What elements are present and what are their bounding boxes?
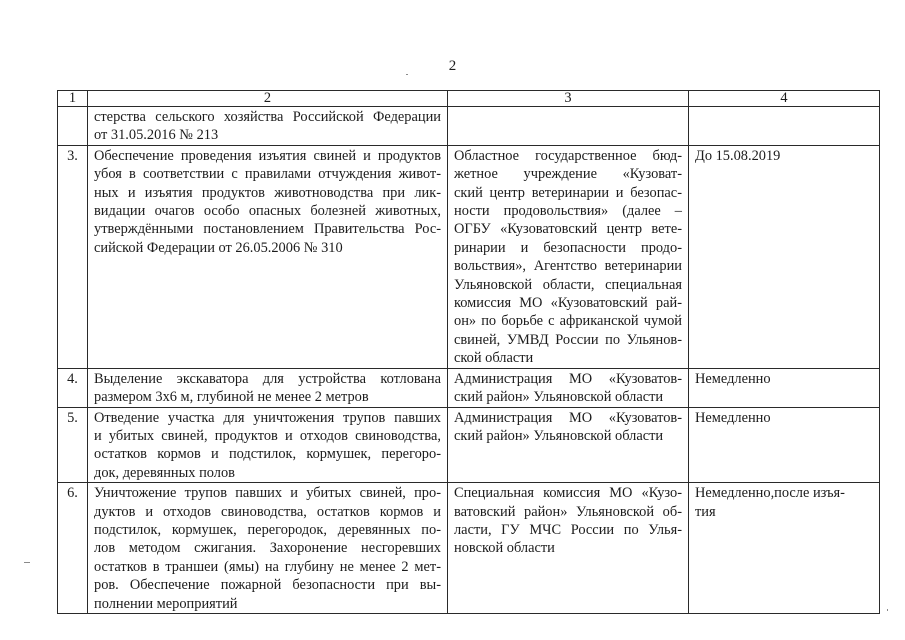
cell-line: свиней, УМВД России по Ульянов- — [454, 331, 682, 348]
cell-line: ности продовольствия» (далее – — [454, 203, 682, 220]
cell-line: ский центр ветеринарии и безопас- — [454, 184, 682, 201]
responsible-cell — [448, 107, 689, 146]
header-cell-2: 2 — [88, 91, 448, 107]
row-number: 6. — [58, 483, 88, 614]
page-number: 2 — [448, 58, 457, 74]
responsible-cell — [448, 483, 689, 614]
deadline-cell — [689, 407, 880, 483]
row-number: 3. — [58, 145, 88, 368]
responsible-cell — [448, 368, 689, 407]
cell-line: видации очагов особо опасных болезней животных, — [94, 203, 441, 220]
cell-line: Отведение участка для уничтожения трупов павших — [94, 409, 441, 426]
deadline-cell — [689, 483, 880, 614]
cell-line: комиссия МО «Кузоватовский рай- — [454, 295, 682, 312]
cell-line: дуктов и отходов свиноводства, остатков кормов и — [94, 503, 441, 520]
cell-line: подстилок, кормушек, перегородок, деревянных по- — [94, 521, 441, 538]
cell-line: Областное государственное бюд- — [454, 147, 682, 164]
row-number: 5. — [58, 407, 88, 483]
cell-line: от 31.05.2016 № 213 — [94, 127, 219, 144]
cell-line: новской области — [454, 540, 555, 557]
cell-line: ров. Обеспечение пожарной безопасности при вы- — [94, 577, 441, 594]
deadline-cell — [689, 368, 880, 407]
responsible-cell — [448, 407, 689, 483]
scan-mark — [887, 609, 888, 611]
table-row — [58, 145, 880, 368]
cell-line: Немедленно — [695, 370, 771, 387]
cell-line: убоя в соответствии с правилами отчуждения живот- — [94, 166, 441, 183]
deadline-cell — [689, 107, 880, 146]
table-row — [58, 407, 880, 483]
cell-line: ринарии и безопасности продо- — [454, 239, 682, 256]
cell-line: ский район» Ульяновской области — [454, 389, 664, 406]
scan-mark — [406, 74, 408, 75]
cell-line: тия — [695, 503, 716, 520]
cell-line: сийской Федерации от 26.05.2006 № 310 — [94, 239, 343, 256]
header-row — [58, 91, 880, 107]
cell-line: ватовский район» Ульяновской об- — [454, 503, 682, 520]
header-cell-3: 3 — [448, 91, 689, 107]
cell-line: остатков в траншеи (ямы) на глубину не менее 2 мет- — [94, 558, 441, 575]
cell-line: ской области — [454, 350, 534, 367]
deadline-cell — [689, 145, 880, 368]
event-cell — [88, 107, 448, 146]
table-row — [58, 483, 880, 614]
cell-line: лов методом сжигания. Захоронение несгоревших — [94, 540, 441, 557]
cell-line: ОГБУ «Кузоватовский центр вете- — [454, 221, 682, 238]
cell-line: Ульяновской области, специальная — [454, 276, 682, 293]
cell-line: Немедленно,после изъя- — [695, 485, 845, 502]
cell-line: ных и изъятия продуктов животноводства при лик- — [94, 184, 441, 201]
cell-line: Немедленно — [695, 409, 771, 426]
event-cell — [88, 368, 448, 407]
cell-line: жетное учреждение «Кузоват- — [454, 166, 682, 183]
action-plan-table — [57, 90, 880, 614]
row-number — [58, 107, 88, 146]
cell-line: До 15.08.2019 — [695, 147, 781, 164]
cell-line: Обеспечение проведения изъятия свиней и продуктов — [94, 147, 441, 164]
table-body — [58, 91, 880, 614]
cell-line: Специальная комиссия МО «Кузо- — [454, 485, 682, 502]
cell-line: док, деревянных полов — [94, 464, 235, 481]
cell-line: размером 3х6 м, глубиной не менее 2 метров — [94, 389, 369, 406]
event-cell — [88, 145, 448, 368]
cell-line: остатков кормов и подстилок, кормушек, перегоро- — [94, 446, 441, 463]
event-cell — [88, 407, 448, 483]
cell-line: ласти, ГУ МЧС России по Улья- — [454, 521, 682, 538]
cell-line: Администрация МО «Кузоватов- — [454, 409, 682, 426]
cell-line: стерства сельского хозяйства Российской Федерации — [94, 109, 441, 125]
cell-line: вольствия», Агентство ветеринарии — [454, 258, 682, 275]
header-cell-1: 1 — [58, 91, 88, 107]
continuation-row — [58, 107, 880, 146]
cell-line: Уничтожение трупов павших и убитых свиней, про- — [94, 485, 441, 502]
row-number: 4. — [58, 368, 88, 407]
scan-mark — [24, 562, 30, 563]
cell-line: Администрация МО «Кузоватов- — [454, 370, 682, 387]
cell-line: он» по борьбе с африканской чумой — [454, 313, 682, 330]
table-row — [58, 368, 880, 407]
cell-line: Выделение экскаватора для устройства котлована — [94, 370, 441, 387]
cell-line: утверждёнными постановлением Правительства Рос- — [94, 221, 441, 238]
cell-line: и убитых свиней, продуктов и отходов свиноводства, — [94, 427, 441, 444]
cell-line: ский район» Ульяновской области — [454, 427, 664, 444]
cell-line: полнении мероприятий — [94, 595, 238, 612]
event-cell — [88, 483, 448, 614]
responsible-cell — [448, 145, 689, 368]
header-cell-4: 4 — [689, 91, 880, 107]
